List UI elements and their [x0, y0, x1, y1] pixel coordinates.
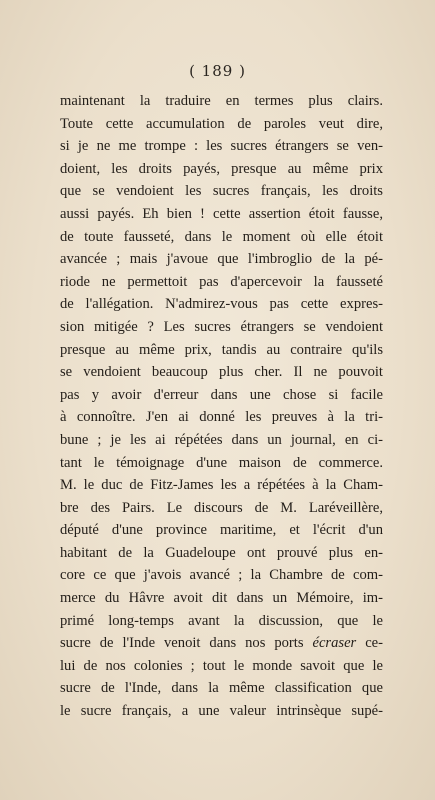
text-line: que se vendoient les sucres français, les droits [60, 183, 383, 200]
text-line: de l'allégation. N'admirez-vous pas cette expres- [60, 296, 383, 313]
text-line: primé long-temps avant la discussion, que le [60, 612, 383, 629]
text-line: le sucre français, a une valeur intrinsèque supé- [60, 703, 383, 720]
text-line: aussi payés. Eh bien ! cette assertion étoit fausse, [60, 205, 383, 222]
italic-word: écraser [312, 635, 357, 652]
text-line: bre des Pairs. Le discours de M. Laréveillère, [60, 499, 383, 516]
text-line: lui de nos colonies ; tout le monde savoit que le [60, 657, 383, 674]
text-line-start: sucre de l'Inde venoit dans nos ports [60, 635, 304, 652]
text-line: habitant de la Guadeloupe ont prouvé plus en- [60, 544, 383, 561]
text-line: Toute cette accumulation de paroles veut dire, [60, 115, 383, 132]
text-line: presque au même prix, tandis au contraire qu'ils [60, 341, 383, 358]
text-line: doient, les droits payés, presque au même prix [60, 160, 383, 177]
text-line: sion mitigée ? Les sucres étrangers se vendoient [60, 318, 383, 335]
text-line: si je ne me trompe : les sucres étrangers se ven- [60, 138, 383, 155]
text-line-end: ce- [356, 635, 383, 652]
text-line: de toute fausseté, dans le moment où elle étoit [60, 228, 383, 245]
text-line: riode ne permettoit pas d'apercevoir la fausseté [60, 273, 383, 290]
text-line: avancée ; mais j'avoue que l'imbroglio de la pé- [60, 251, 383, 268]
text-line: tant le témoignage d'une maison de commerce. [60, 454, 383, 471]
text-line: merce du Hâvre avoit dit dans un Mémoire, im- [60, 590, 383, 607]
text-line: maintenant la traduire en termes plus clairs. [60, 93, 383, 109]
body-text [60, 90, 383, 723]
text-line: se vendoient beaucoup plus cher. Il ne pouvoit [60, 364, 383, 381]
text-line: M. le duc de Fitz-James les a répétées à la Cham- [60, 477, 383, 494]
text-line: pas y avoir d'erreur dans une chose si facile [60, 386, 383, 403]
page-number: ( 189 ) [189, 62, 246, 80]
text-line: core ce que j'avois avancé ; la Chambre de com- [60, 567, 383, 584]
text-line: à connoître. J'en ai donné les preuves à la tri- [60, 409, 383, 426]
text-line: sucre de l'Inde, dans la même classification que [60, 680, 383, 697]
text-line: député d'une province maritime, et l'écrit d'un [60, 522, 383, 539]
text-line: bune ; je les ai répétées dans un journal, en ci- [60, 431, 383, 448]
text-line [60, 632, 383, 655]
